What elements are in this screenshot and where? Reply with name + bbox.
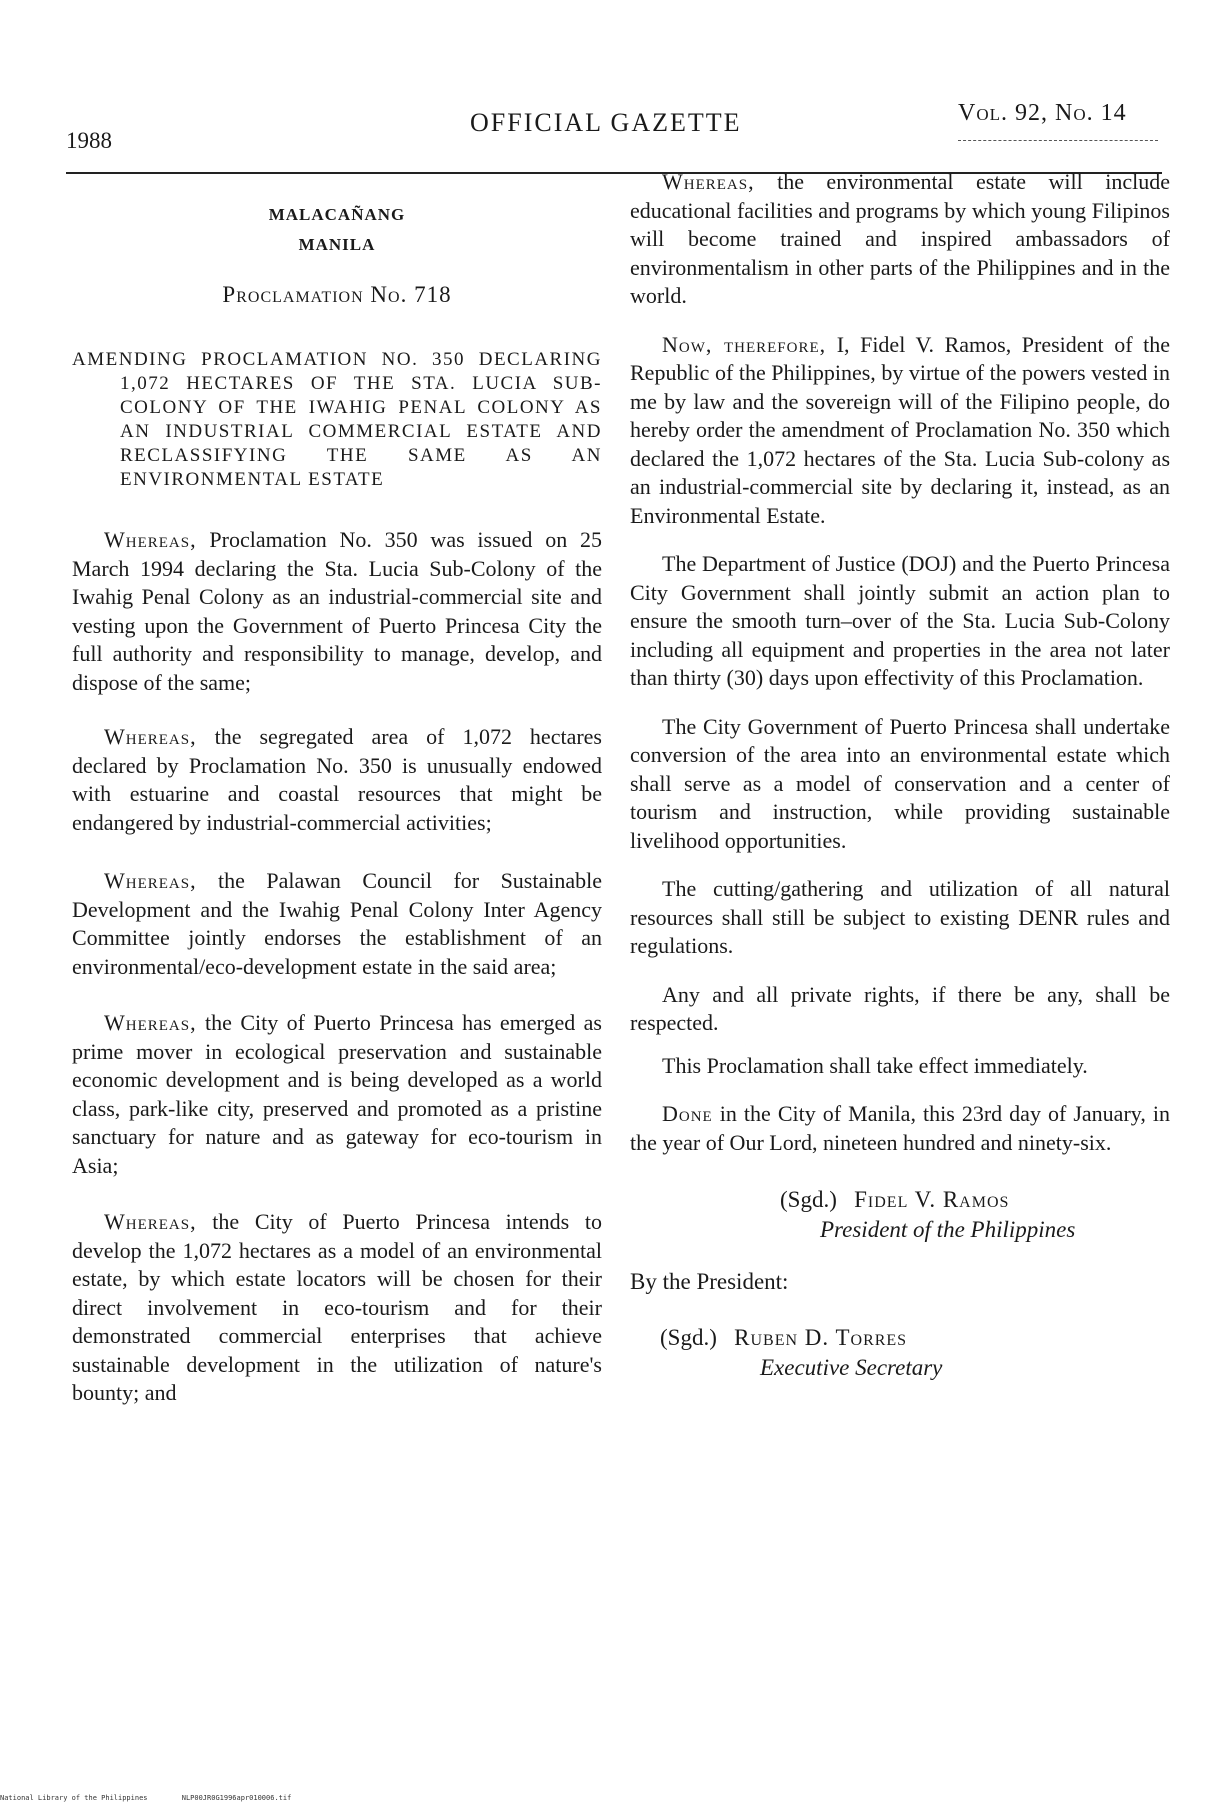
paragraph-text: I, Fidel V. Ramos, President of the Republic of the Philippines, by virtue of the powers vested in me by law and the sovereign will of the Filipino people, do hereby order the amendment of Proclamation No. 350 which declared the 1,072 hectares of the Sta. Lucia Sub-colony as an industrial-commercial site by declaring it, instead, as an Environmental Estate. xyxy=(630,331,1171,528)
signatory-name: Ruben D. Torres xyxy=(734,1325,908,1350)
scan-filename: NLP00JR0G1996apr010006.tif xyxy=(181,1794,292,1802)
done-paragraph xyxy=(630,1100,1170,1157)
library-credit: National Library of the Philippines xyxy=(0,1794,148,1802)
doj-paragraph xyxy=(630,550,1170,693)
paragraph-text: the Palawan Council for Sustainable Development and the Iwahig Penal Colony Inter Agency Committee jointly endorses the establishment of an environmental/eco-development estate in the said area; xyxy=(72,868,602,979)
paragraph-lead: Whereas, xyxy=(104,724,197,749)
paragraph-text: the City of Puerto Princesa has emerged as prime mover in ecological preservation and sustainable economic development and is being developed as a world class, park-like city, preserved and promoted as a pristine sanctuary for nature and as gateway for eco-tourism in Asia; xyxy=(72,1010,602,1178)
by-the-president: By the President: xyxy=(630,1269,789,1294)
proclamation-subject: AMENDING PROCLAMATION NO. 350 DECLARING 1,072 HECTARES OF THE STA. LUCIA SUB-COLONY OF THE IWAHIG PENAL COLONY AS AN INDUSTRIAL COMMERCIAL ESTATE AND RECLASSIFYING THE SAME AS AN ENVIRONMENTAL ESTATE xyxy=(72,349,602,490)
right-column xyxy=(630,168,1170,1383)
paragraph-text: The Department of Justice (DOJ) and the Puerto Princesa City Government shall jointly submit an action plan to ensure the smooth turn–over of the Sta. Lucia Sub-Colony including all equipment and properties in the area not later than thirty (30) days upon effectivity of this Proclamation. xyxy=(630,551,1170,690)
signatory-title: Executive Secretary xyxy=(760,1355,943,1380)
secretary-signature xyxy=(630,1323,1170,1383)
header-dashed-rule xyxy=(958,140,1158,141)
issuer-office: MALACAÑANG xyxy=(268,205,406,224)
paragraph-lead: Whereas, xyxy=(104,868,197,893)
paragraph-text: Any and all private rights, if there be any, shall be respected. xyxy=(630,981,1170,1035)
volume-number: Vol. 92, No. 14 xyxy=(958,100,1127,126)
paragraph-text: The cutting/gathering and utilization of all natural resources shall still be subject to existing DENR rules and regulations. xyxy=(630,876,1170,958)
scan-footer xyxy=(0,1794,321,1802)
whereas-paragraph xyxy=(72,1009,602,1180)
gazette-title: OFFICIAL GAZETTE xyxy=(470,108,742,137)
whereas-paragraph xyxy=(630,168,1170,311)
page-number: 1988 xyxy=(66,128,112,153)
sgd-label: (Sgd.) xyxy=(660,1325,717,1350)
city-government-paragraph xyxy=(630,713,1170,856)
proclamation-title: Proclamation No. 718 xyxy=(222,282,452,307)
president-signature xyxy=(630,1185,1170,1245)
paragraph-lead: Whereas, xyxy=(662,169,755,194)
private-rights-paragraph xyxy=(630,981,1170,1038)
paragraph-lead: Whereas, xyxy=(104,1209,197,1234)
paragraph-text: the City of Puerto Princesa intends to develop the 1,072 hectares as a model of an environmental estate, by which estate locators will be chosen for their direct involvement in eco-tourism and for their demonstrated commercial enterprises that achieve sustainable development in the utilization of nature's bounty; and xyxy=(72,1209,602,1405)
whereas-paragraph xyxy=(72,723,602,837)
signatory-name: Fidel V. Ramos xyxy=(854,1187,1010,1212)
paragraph-lead: Whereas, xyxy=(104,527,197,552)
signatory-title: President of the Philippines xyxy=(820,1217,1076,1242)
paragraph-text: the environmental estate will include educational facilities and programs by which young Filipinos will become trained and inspired ambassadors of environmentalism in other parts of the Philippines and in the world. xyxy=(630,169,1170,308)
paragraph-text: This Proclamation shall take effect immediately. xyxy=(662,1052,1088,1078)
paragraph-lead: Done xyxy=(662,1101,713,1126)
effectivity-paragraph xyxy=(630,1052,1170,1081)
whereas-paragraph xyxy=(72,867,602,981)
denr-paragraph xyxy=(630,875,1170,961)
whereas-paragraph xyxy=(72,526,602,697)
paragraph-text: the segregated area of 1,072 hectares declared by Proclamation No. 350 is unusually endowed with estuarine and coastal resources that might be endangered by industrial-commercial activities; xyxy=(72,724,602,835)
paragraph-text: in the City of Manila, this 23rd day of January, in the year of Our Lord, nineteen hundred and ninety-six. xyxy=(630,1101,1170,1155)
paragraph-lead: Whereas, xyxy=(104,1010,197,1035)
paragraph-text: The City Government of Puerto Princesa shall undertake conversion of the area into an environmental estate which shall serve as a model of conservation and a center of tourism and instruction, while providing sustainable livelihood opportunities. xyxy=(630,713,1170,853)
left-column xyxy=(72,190,602,1408)
whereas-paragraph xyxy=(72,1208,602,1408)
sgd-label: (Sgd.) xyxy=(780,1187,837,1212)
paragraph-lead: Now, therefore, xyxy=(662,331,827,357)
paragraph-text: Proclamation No. 350 was issued on 25 March 1994 declaring the Sta. Lucia Sub-Colony of the Iwahig Penal Colony as an industrial-commercial site and vesting upon the Government of Puerto Princesa City the full authority and responsibility to manage, develop, and dispose of the same; xyxy=(72,527,602,695)
operative-paragraph xyxy=(630,331,1170,531)
issuer-city: MANILA xyxy=(298,235,376,254)
